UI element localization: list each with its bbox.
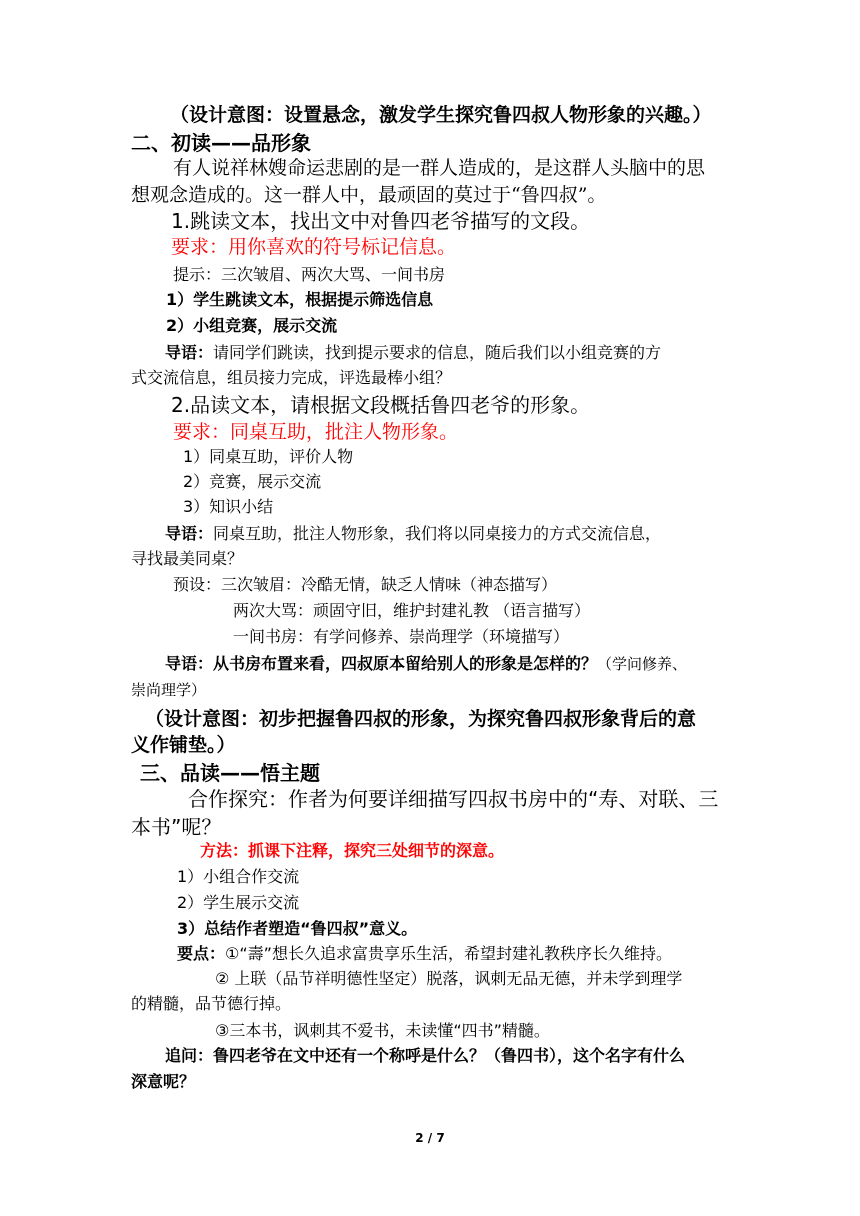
design-intent-1: （设计意图：设置悬念，激发学生探究鲁四叔人物形象的兴趣。） bbox=[170, 104, 712, 126]
step-1-2: 2）小组竞赛，展示交流 bbox=[166, 316, 338, 335]
guide-3-line-2: 崇尚理学） bbox=[131, 681, 207, 699]
step-2-3: 3）知识小结 bbox=[183, 497, 274, 516]
coop-line-2: 本书”呢？ bbox=[131, 815, 222, 839]
guide-3-line-1 bbox=[165, 656, 687, 672]
section-2-heading: 二、初读——品形象 bbox=[131, 131, 311, 155]
step-3-1: 1）小组合作交流 bbox=[177, 867, 300, 886]
guide-1-line-2: 式交流信息，组员接力完成，评选最棒小组？ bbox=[131, 368, 452, 387]
guide-3-note: （学问修养、 bbox=[597, 655, 688, 673]
guide-3-text: 导语：从书房布置来看，四叔原本留给别人的形象是怎样的？ bbox=[165, 654, 598, 673]
guide-2-line-1 bbox=[165, 526, 661, 542]
guide-1-line-1 bbox=[165, 345, 661, 361]
step-2-1: 1）同桌互助，评价人物 bbox=[183, 447, 354, 466]
step-1-1: 1）学生跳读文本，根据提示筛选信息 bbox=[166, 290, 434, 309]
key-point-2-line-2: 的精髓，品节德行掉。 bbox=[131, 994, 292, 1013]
section-3-heading: 三、品读——悟主题 bbox=[140, 761, 320, 785]
guide-1-label: 导语： bbox=[165, 343, 214, 362]
preset-3: 一间书房：有学问修养、崇尚理学（环境描写） bbox=[233, 627, 570, 646]
step-3-3: 3）总结作者塑造“鲁四叔”意义。 bbox=[177, 919, 418, 938]
guide-2-line-2: 寻找最美同桌？ bbox=[131, 549, 244, 568]
requirement-1: 要求：用你喜欢的符号标记信息。 bbox=[171, 236, 457, 258]
step-3-2: 2）学生展示交流 bbox=[177, 893, 300, 912]
key-point-2-line-1: ② 上联（品节祥明德性坚定）脱落，讽刺无品无德，并未学到理学 bbox=[215, 969, 683, 988]
preset-2: 两次大骂：顽固守旧，维护封建礼教 （语言描写） bbox=[233, 601, 591, 620]
intro-line-1: 有人说祥林嫂命运悲剧的是一群人造成的，是这群人头脑中的思 bbox=[173, 157, 706, 179]
coop-line-1: 合作探究：作者为何要详细描写四叔书房中的“寿、对联、三 bbox=[188, 787, 719, 811]
key-point-1 bbox=[177, 946, 672, 962]
guide-1-text: 请同学们跳读，找到提示要求的信息，随后我们以小组竞赛的方 bbox=[213, 343, 662, 362]
followup-line-2: 深意呢？ bbox=[131, 1072, 196, 1091]
design-intent-2-line-1: （设计意图：初步把握鲁四叔的形象，为探究鲁四叔形象背后的意 bbox=[145, 708, 697, 730]
key-point-3: ③三本书，讽刺其不爱书，未读懂“四书”精髓。 bbox=[215, 1021, 550, 1040]
preset-1: 预设：三次皱眉：冷酷无情，缺乏人情味（神态描写） bbox=[173, 575, 558, 594]
guide-2-text: 同桌互助，批注人物形象，我们将以同桌接力的方式交流信息， bbox=[213, 524, 662, 543]
key-1-text: ①“壽”想长久追求富贵享乐生活，希望封建礼教秩序长久维持。 bbox=[225, 944, 672, 963]
step-2-2: 2）竞赛，展示交流 bbox=[183, 472, 322, 491]
design-intent-2-line-2: 义作铺垫。） bbox=[131, 734, 236, 756]
followup-line-1: 追问：鲁四老爷在文中还有一个称呼是什么？（鲁四书），这个名字有什么 bbox=[165, 1046, 686, 1065]
task-2: 2.品读文本，请根据文段概括鲁四老爷的形象。 bbox=[171, 393, 591, 417]
method: 方法：抓课下注释，探究三处细节的深意。 bbox=[200, 841, 505, 860]
key-label: 要点： bbox=[177, 944, 226, 963]
task-1: 1.跳读文本，找出文中对鲁四老爷描写的文段。 bbox=[171, 209, 591, 233]
guide-2-label: 导语： bbox=[165, 524, 214, 543]
hint: 提示：三次皱眉、两次大骂、一间书房 bbox=[173, 265, 446, 284]
page-number: 2 / 7 bbox=[415, 1131, 445, 1145]
requirement-2: 要求：同桌互助，批注人物形象。 bbox=[173, 421, 459, 443]
intro-line-2: 想观念造成的。这一群人中，最顽固的莫过于“鲁四叔”。 bbox=[131, 184, 607, 206]
